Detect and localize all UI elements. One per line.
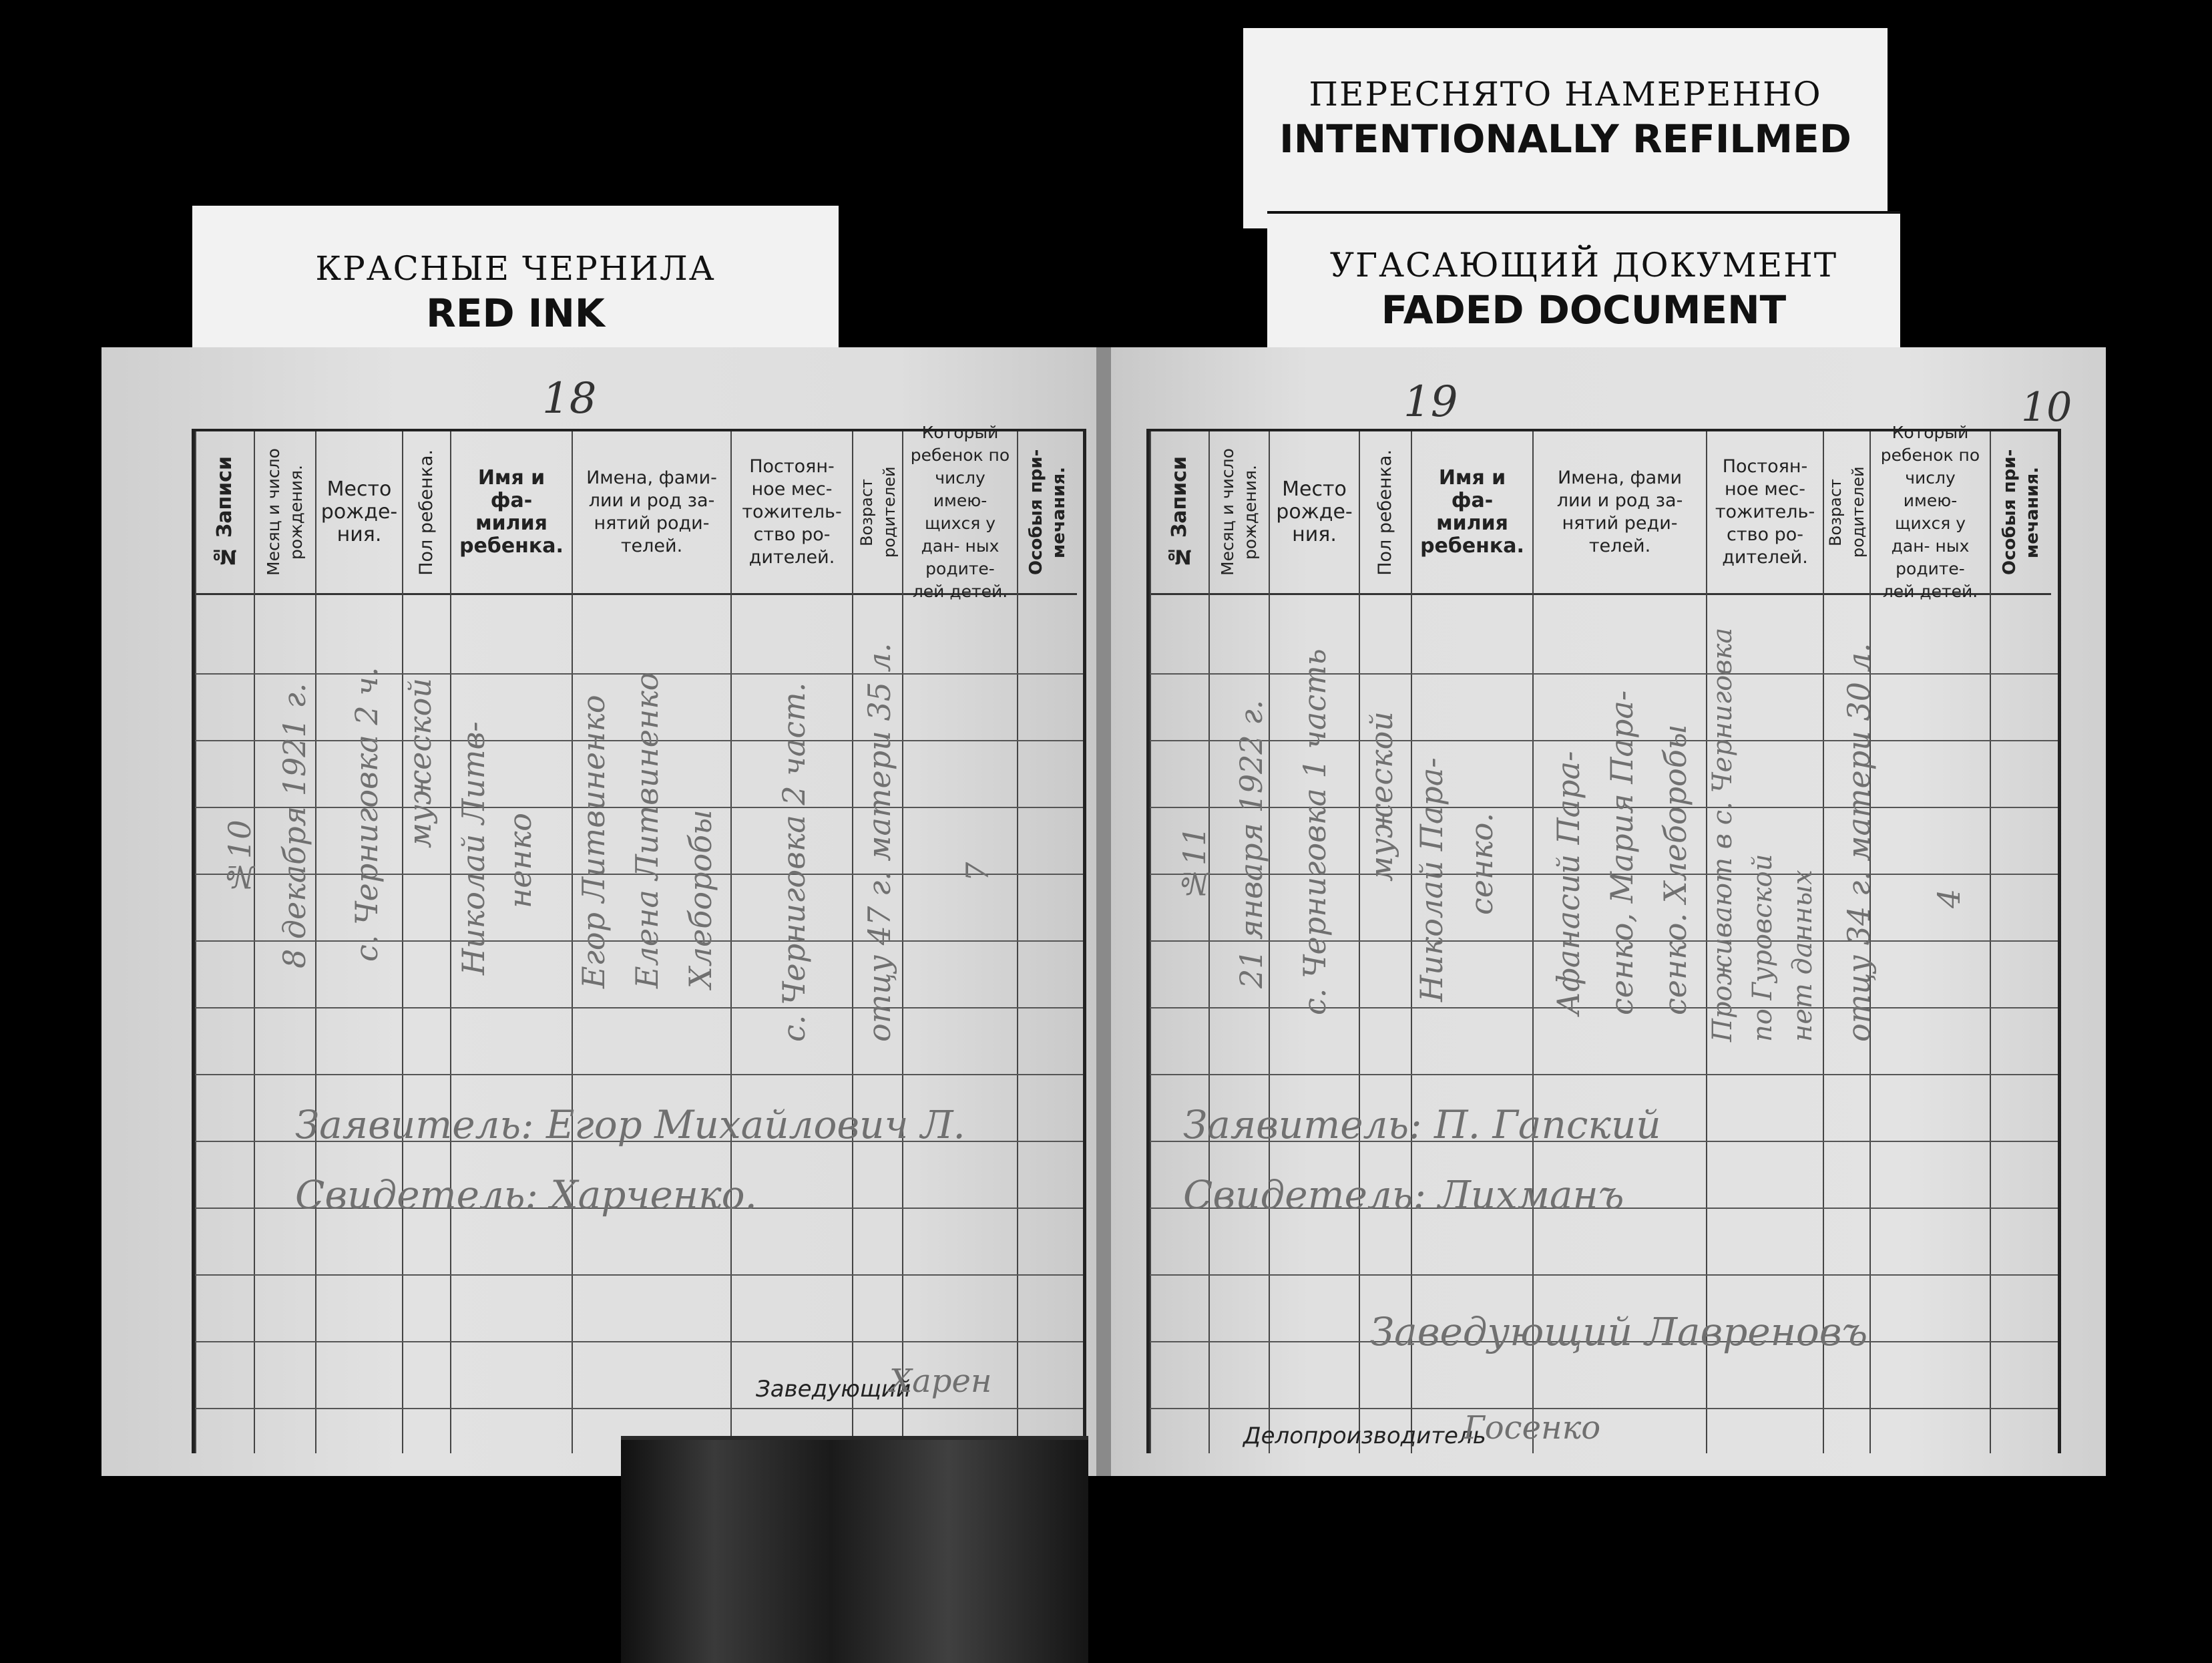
hdr-parents-age: Возраст родителей — [857, 466, 899, 558]
hdr-child-name-r: Имя и фа- милия ребенка. — [1412, 431, 1532, 595]
hdr-notes: Особыя при- мечания. — [1026, 449, 1069, 576]
hdr-child-name: Имя и фа- милия ребенка. — [451, 431, 572, 595]
left-residence: с. Черниговка 2 част. — [776, 682, 812, 1042]
hdr-birth-date-r: Месяц и число рождения. — [1218, 448, 1260, 576]
hdr-residence: Постоян- ное мес- тожитель- ство ро- дителей. — [732, 431, 852, 595]
right-birth-date: 21 января 1922 г. — [1233, 699, 1269, 988]
left-parents-3: Хлеборобы — [682, 809, 718, 988]
right-sex: мужеской — [1363, 711, 1399, 882]
hdr-parents-r: Имена, фами лии и род за- нятий реди- телей. — [1534, 431, 1706, 595]
hdr-birth-order: Который ребенок по числу имею- щихся у дан- ных родите- лей детей. — [903, 431, 1017, 595]
hdr-birth-place: Место рожде- ния. — [316, 431, 402, 595]
right-residence-1: Проживают в с. Черниговка — [1707, 627, 1738, 1042]
hdr-record-no: № Записи — [213, 456, 236, 568]
left-birth-place: с. Черниговка 2 ч. — [349, 667, 385, 962]
register-book — [101, 347, 2106, 1476]
hdr-residence-r: Постоян- ное мес- тожитель- ство ро- дителей. — [1707, 431, 1823, 595]
clerk-signature: Госенко — [1464, 1409, 1601, 1447]
page-number-right: 19 — [1403, 377, 1458, 427]
right-parents-1: Афанасий Пара- — [1550, 751, 1586, 1015]
book-stand — [621, 1436, 1088, 1663]
col-sex-r — [1359, 431, 1411, 1453]
hdr-parents-age-r: Возраст родителей — [1826, 466, 1867, 558]
col-birth-order-r — [1869, 423, 1990, 1453]
red-ink-label — [192, 206, 839, 349]
right-birth-order: 4 — [1931, 888, 1967, 908]
right-witness: Свидетель: Лихманъ — [1183, 1172, 1624, 1218]
col-sex — [402, 431, 450, 1453]
left-declarant: Заявитель: Егор Михайлович Л. — [295, 1102, 965, 1147]
refilmed-label-en: INTENTIONALLY REFILMED — [1279, 116, 1851, 162]
faded-document-label — [1267, 214, 1900, 354]
left-record-no: №10 — [222, 819, 258, 895]
hdr-record-no-r: № Записи — [1168, 456, 1191, 568]
head-label: Заведующий — [756, 1376, 911, 1403]
refilmed-label-ru: ПЕРЕСНЯТО НАМЕРЕННО — [1309, 75, 1822, 114]
col-notes-r — [1990, 431, 2051, 1453]
right-child-name-1: Николай Пара- — [1413, 757, 1450, 1002]
right-parents-3: сенко. Хлеборобы — [1657, 724, 1693, 1015]
hdr-parents: Имена, фами- лии и род за- нятий роди- телей. — [573, 431, 730, 595]
col-notes — [1017, 431, 1077, 1453]
left-parents-2: Елена Литвиненко — [629, 672, 665, 988]
right-parents-age: отцу 34 г. матери 30 л. — [1841, 642, 1877, 1042]
left-sex: мужеской — [402, 678, 438, 848]
left-child-name-1: Николай Литв- — [455, 721, 491, 975]
red-ink-label-en: RED INK — [426, 291, 605, 336]
clerk-label: Делопроизводитель — [1243, 1423, 1486, 1449]
right-child-name-2: сенко. — [1464, 812, 1500, 915]
left-parents-age: отцу 47 г. матери 35 л. — [861, 642, 897, 1042]
right-head-signature: Заведующий Лавреновъ — [1370, 1309, 1868, 1354]
page-number-corner: 10 — [2021, 384, 2072, 431]
hdr-sex: Пол ребенка. — [416, 449, 437, 576]
book-gutter — [1096, 347, 1111, 1476]
faded-label-en: FADED DOCUMENT — [1381, 287, 1787, 333]
left-child-name-2: ненко — [502, 813, 538, 908]
refilmed-label — [1243, 28, 1888, 228]
hdr-birth-place-r: Место рожде- ния. — [1270, 431, 1359, 595]
red-ink-label-ru: КРАСНЫЕ ЧЕРНИЛА — [315, 249, 716, 288]
left-birth-date: 8 декабря 1921 г. — [276, 683, 312, 968]
hdr-sex-r: Пол ребенка. — [1375, 449, 1395, 576]
hdr-birth-order-r: Который ребенок по числу имею- щихся у дан- ных родите- лей детей. — [1871, 431, 1990, 595]
left-birth-order: 7 — [959, 862, 996, 882]
col-birth-order — [902, 423, 1017, 1453]
right-parents-2: сенко, Мария Пара- — [1604, 690, 1640, 1015]
hdr-birth-date: Месяц и число рождения. — [264, 448, 306, 576]
page-number-left: 18 — [542, 374, 597, 423]
left-parents-1: Егор Литвиненко — [576, 695, 612, 988]
hdr-notes-r: Особыя при- мечания. — [2000, 449, 2042, 576]
right-residence-2: по Гуровской — [1747, 854, 1778, 1042]
right-birth-place: с. Черниговка 1 часть — [1297, 649, 1333, 1015]
head-signature-left: Харен — [889, 1362, 992, 1400]
faded-label-ru: УГАСАЮЩИЙ ДОКУМЕНТ — [1329, 246, 1838, 285]
col-record-no — [195, 431, 254, 1453]
right-declarant: Заявитель: П. Гапский — [1183, 1102, 1661, 1147]
right-residence-3: нет данных — [1787, 870, 1818, 1042]
left-witness: Свидетель: Харченко. — [295, 1172, 757, 1218]
right-record-no: №11 — [1176, 826, 1212, 902]
col-record-no-r — [1150, 431, 1208, 1453]
